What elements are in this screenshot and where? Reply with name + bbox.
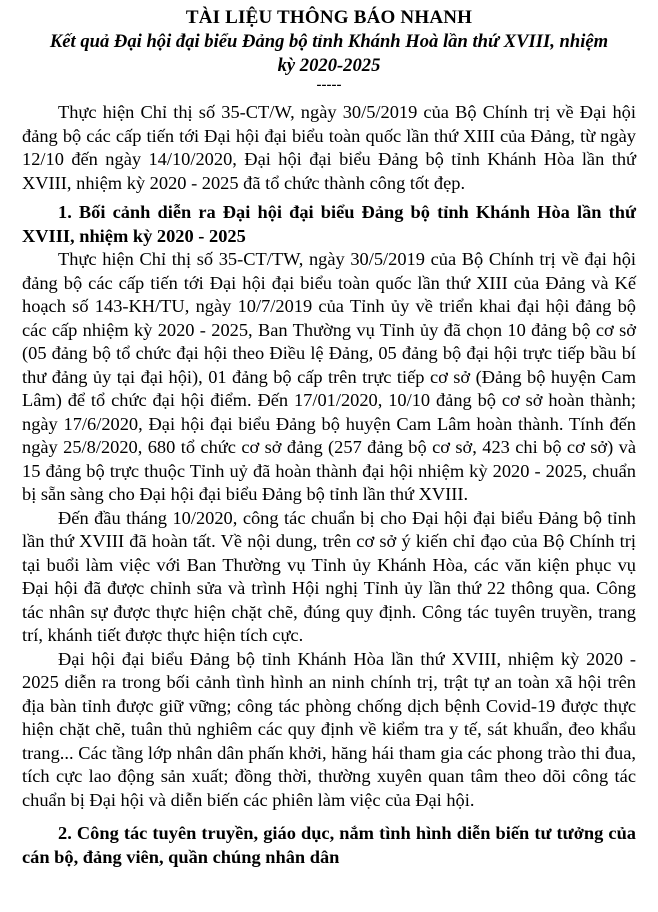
section-1-paragraph-1: Thực hiện Chỉ thị số 35-CT/TW, ngày 30/5/2019 của Bộ Chính trị về đại hội đảng bộ các cấp tiến tới Đại hội đại biểu toàn quốc lần thứ XIII của Đảng và Kế hoạch số 143-KH/TU, ngày 10/7/2019 của Tỉnh ủy về triển khai đại hội đảng bộ các cấp nhiệm kỳ 2020 - 2025, Ban Thường vụ Tỉnh ủy đã chọn 10 đảng bộ cơ sở (05 đảng bộ tổ chức đại hội theo Điều lệ Đảng, 05 đảng bộ đại hội trực tiếp bầu bí thư đảng ủy tại đại hội), 01 đảng bộ cấp trên trực tiếp cơ sở (Đảng bộ huyện Cam Lâm) để tổ chức đại hội điểm. Đến 17/01/2020, 10/10 đảng bộ cơ sở hoàn thành; ngày 17/6/2020, Đại hội đại biểu Đảng bộ huyện Cam Lâm hoàn thành. Tính đến ngày 25/8/2020, 680 tổ chức cơ sở đảng (257 đảng bộ cơ sở, 423 chi bộ cơ sở) và 15 đảng bộ trực thuộc Tỉnh uỷ đã hoàn thành đại hội nhiệm kỳ 2020 - 2025, chuẩn bị sẵn sàng cho Đại hội đại biểu Đảng bộ tỉnh lần thứ XVIII. (22, 249, 636, 504)
document-title: TÀI LIỆU THÔNG BÁO NHANH (185, 7, 473, 28)
section-1-paragraph-2: Đến đầu tháng 10/2020, công tác chuẩn bị cho Đại hội đại biểu Đảng bộ tỉnh lần thứ XVIII đã hoàn tất. Về nội dung, trên cơ sở ý kiến chỉ đạo của Bộ Chính trị tại buổi làm việc với Ban Thường vụ Tỉnh ủy Khánh Hòa, các văn kiện phục vụ Đại hội đã được chỉnh sửa và trình Hội nghị Tỉnh ủy lần thứ 22 thông qua. Công tác nhân sự được thực hiện chặt chẽ, đúng quy định. Công tác tuyên truyền, trang trí, khánh tiết được thực hiện tích cực. (22, 507, 636, 645)
section-1-heading: 1. Bối cảnh diễn ra Đại hội đại biểu Đảng bộ tỉnh Khánh Hòa lần thứ XVIII, nhiệm kỳ 2020 - 2025 (22, 202, 636, 246)
intro-paragraph: Thực hiện Chỉ thị số 35-CT/W, ngày 30/5/2019 của Bộ Chính trị về Đại hội đảng bộ các cấp tiến tới Đại hội đại biểu toàn quốc lần thứ XIII của Đảng, từ ngày 12/10 đến ngày 14/10/2020, Đại hội đại biểu Đảng bộ tỉnh Khánh Hòa lần thứ XVIII, nhiệm kỳ 2020 - 2025 đã tổ chức thành công tốt đẹp. (22, 102, 636, 193)
section-2-heading: 2. Công tác tuyên truyền, giáo dục, nắm tình hình diễn biến tư tưởng của cán bộ, đảng viên, quần chúng nhân dân (22, 823, 636, 867)
section-1-paragraph-3: Đại hội đại biểu Đảng bộ tỉnh Khánh Hòa lần thứ XVIII, nhiệm kỳ 2020 - 2025 diễn ra trong bối cảnh tình hình an ninh chính trị, trật tự an toàn xã hội trên địa bàn tỉnh được giữ vững; công tác phòng chống dịch bệnh Covid-19 được thực hiện chặt chẽ, tuân thủ nghiêm các quy định về kiểm tra y tế, sát khuẩn, đeo khẩu trang... Các tầng lớp nhân dân phấn khởi, hăng hái tham gia các phong trào thi đua, tích cực lao động sản xuất; đồng thời, thường xuyên quan tâm theo dõi công tác chuẩn bị Đại hội và diễn biến các phiên làm việc của Đại hội. (22, 648, 636, 810)
document-subtitle: Kết quả Đại hội đại biểu Đảng bộ tỉnh Khánh Hoà lần thứ XVIII, nhiệm kỳ 2020-2025 (49, 31, 609, 76)
title-divider: ----- (316, 77, 342, 93)
